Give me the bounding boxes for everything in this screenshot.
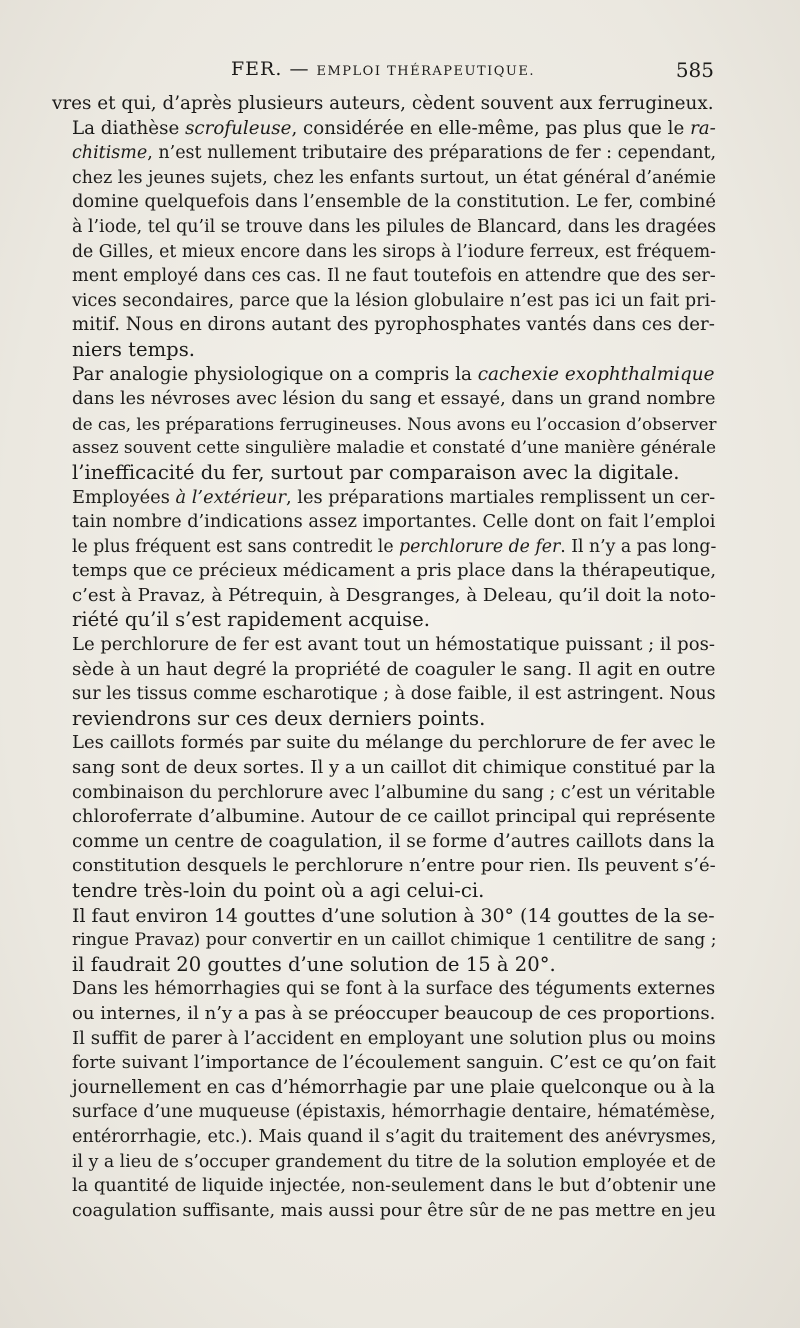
text-line: La diathèse scrofuleuse, considérée en elle-même, pas plus que le ra- (72, 117, 716, 139)
text-line: chitisme, n’est nullement tributaire des préparations de fer : cependant, (72, 143, 717, 164)
paragraph (52, 117, 717, 363)
text-line: l’inefficacité du fer, surtout par comparaison avec la digitale. (72, 460, 680, 484)
text-line: constitution desquels le perchlorure n’entre pour rien. Ils peuvent s’é- (72, 855, 716, 877)
paragraph (52, 363, 717, 486)
paragraph (52, 731, 714, 903)
text-line: Dans les hémorrhagies qui se font à la surface des téguments externes (72, 978, 716, 1000)
text-line: entérorrhagie, etc.). Mais quand il s’agit du traitement des anévrysmes, (72, 1126, 717, 1147)
text-line: vices secondaires, parce que la lésion globulaire n’est pas ici un fait pri- (72, 290, 717, 311)
text-line: vres et qui, d’après plusieurs auteurs, cèdent souvent aux ferrugineux. (52, 93, 714, 114)
text-line: c’est à Pravaz, à Pétrequin, à Desgranges, à Deleau, qu’il doit la noto- (72, 584, 716, 606)
text-line: chloroferrate d’albumine. Autour de ce caillot principal qui représente (72, 806, 716, 828)
text-line: riété qu’il s’est rapidement acquise. (72, 608, 430, 632)
text-line: coagulation suffisante, mais aussi pour être sûr de ne pas mettre en jeu (72, 1200, 716, 1221)
paragraph (52, 977, 717, 1223)
italic-term: à l’extérieur (175, 486, 286, 508)
text-line: ou internes, il n’y a pas à se préoccuper beaucoup de ces proportions. (72, 1002, 716, 1024)
text-line: domine quelquefois dans l’ensemble de la constitution. Le fer, combiné (72, 191, 716, 213)
text-line: Employées à l’extérieur, les préparations martiales remplissent un cer- (72, 486, 716, 508)
italic-term: chitisme (72, 143, 148, 164)
text-line: surface d’une muqueuse (épistaxis, hémorrhagie dentaire, hématémèse, (72, 1102, 716, 1123)
running-head (52, 58, 714, 80)
page-header (52, 58, 714, 86)
text-line: Par analogie physiologique on a compris la cachexie exophthalmique (72, 363, 715, 385)
paragraph (52, 92, 714, 117)
running-head-main: FER. (230, 58, 283, 80)
text-line: le plus fréquent est sans contredit le perchlorure de fer. Il n’y a pas long- (72, 536, 717, 557)
text-line: il faudrait 20 gouttes d’une solution de 15 à 20°. (72, 952, 556, 976)
text-line: forte suivant l’importance de l’écoulement sanguin. C’est ce qu’on fait (72, 1052, 716, 1074)
text-line: Il faut environ 14 gouttes d’une solution à 30° (14 gouttes de la se- (72, 904, 715, 927)
paragraph (52, 904, 717, 978)
text-line: combinaison du perchlorure avec l’albumine du sang ; c’est un véritable (72, 782, 716, 803)
text-line: journellement en cas d’hémorrhagie par une plaie quelconque ou à la (72, 1076, 716, 1098)
text-line: de cas, les préparations ferrugineuses. Nous avons eu l’occasion d’observer (72, 413, 717, 434)
text-line: dans les névroses avec lésion du sang et essayé, dans un grand nombre (72, 389, 716, 410)
body-text (52, 92, 717, 1223)
text-line: sang sont de deux sortes. Il y a un caillot dit chimique constitué par la (72, 757, 716, 779)
text-line: de Gilles, et mieux encore dans les sirops à l’iodure ferreux, est fréquem- (72, 241, 716, 262)
text-line: ringue Pravaz) pour convertir en un caillot chimique 1 centilitre de sang ; (72, 930, 717, 951)
text-line: à l’iode, tel qu’il se trouve dans les pilules de Blancard, dans les dragées (72, 216, 717, 237)
text-line: ment employé dans ces cas. Il ne faut toutefois en attendre que des ser- (72, 266, 716, 287)
text-line: assez souvent cette singulière maladie et constaté d’une manière générale (72, 438, 717, 459)
italic-term: perchlorure de fer (399, 536, 561, 557)
italic-term: scrofuleuse (185, 117, 292, 139)
text-line: temps que ce précieux médicament a pris place dans la thérapeutique, (72, 560, 717, 582)
italic-term: ra- (690, 117, 716, 139)
text-line: sède à un haut degré la propriété de coaguler le sang. Il agit en outre (72, 658, 716, 680)
running-head-separator: — (289, 58, 310, 80)
text-line: reviendrons sur ces deux derniers points. (72, 706, 486, 730)
page-number: 585 (675, 58, 714, 82)
text-line: la quantité de liquide injectée, non-seulement dans le but d’obtenir une (72, 1176, 717, 1197)
text-line: Il suffit de parer à l’accident en employant une solution plus ou moins (72, 1027, 716, 1049)
text-line: il y a lieu de s’occuper grandement du titre de la solution employée et de (72, 1151, 716, 1172)
text-line: Le perchlorure de fer est avant tout un hémostatique puissant ; il pos- (72, 634, 715, 656)
text-line: tain nombre d’indications assez importantes. Celle dont on fait l’emploi (72, 512, 716, 533)
running-head-subtitle: EMPLOI THÉRAPEUTIQUE. (316, 64, 535, 79)
text-line: chez les jeunes sujets, chez les enfants surtout, un état général d’anémie (72, 167, 717, 188)
text-line: sur les tissus comme escharotique ; à dose faible, il est astringent. Nous (72, 684, 716, 705)
text-line: comme un centre de coagulation, il se forme d’autres caillots dans la (72, 830, 715, 852)
text-line: mitif. Nous en dirons autant des pyrophosphates vantés dans ces der- (72, 314, 715, 336)
italic-term: cachexie exophthalmique (477, 363, 715, 385)
paragraph (52, 486, 717, 634)
text-line: niers temps. (72, 337, 196, 361)
paragraph (52, 633, 714, 731)
text-line: Les caillots formés par suite du mélange du perchlorure de fer avec le (72, 732, 716, 754)
text-line: tendre très-loin du point où a agi celui-ci. (72, 879, 485, 902)
